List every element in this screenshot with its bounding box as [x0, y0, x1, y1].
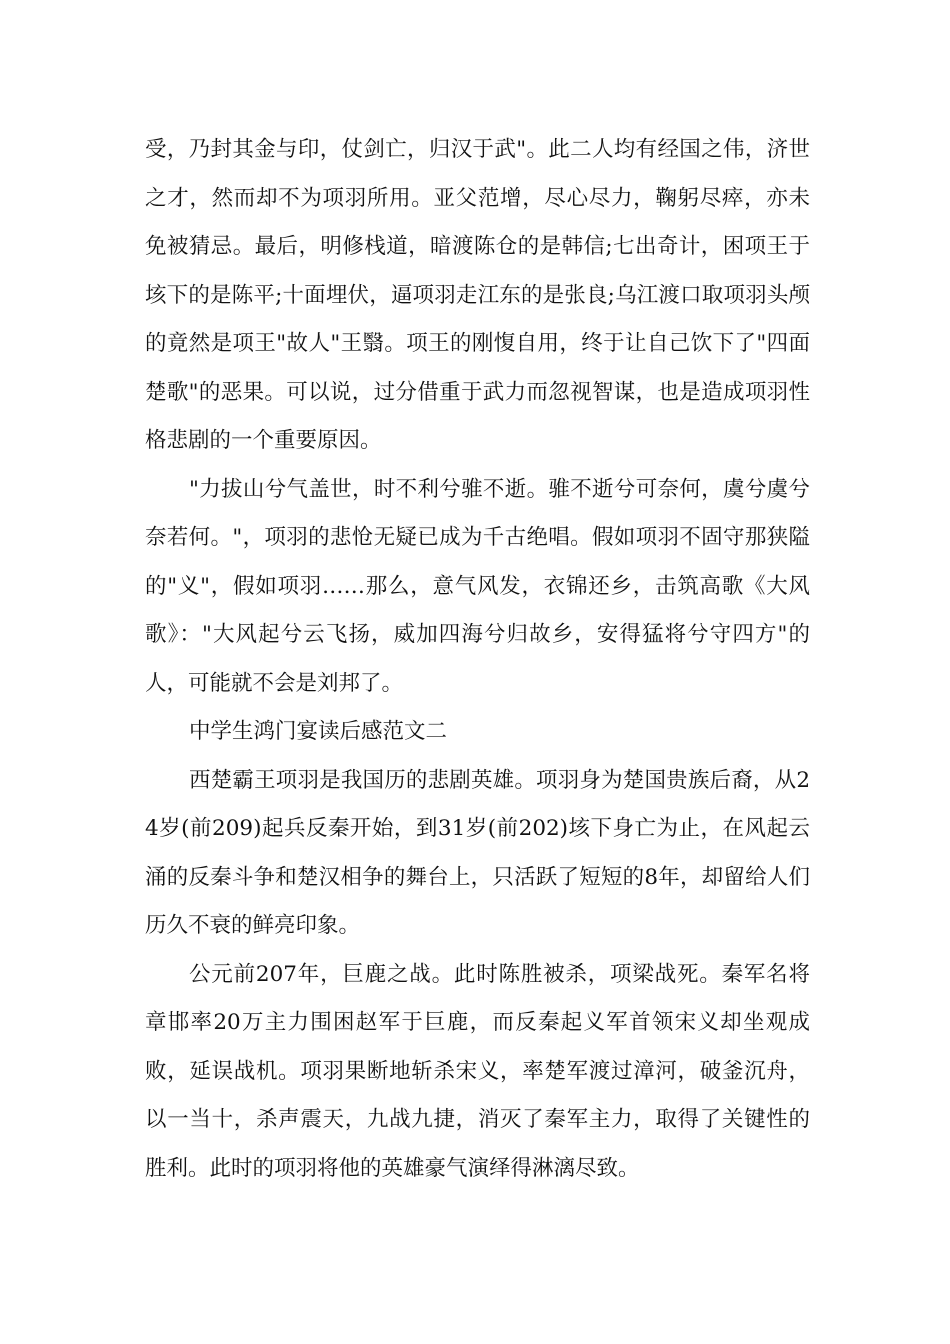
- document-body: [145, 126, 810, 1193]
- section-heading: 中学生鸿门宴读后感范文二: [189, 719, 448, 744]
- paragraph-battle: 公元前207年，巨鹿之战。此时陈胜被杀，项梁战死。秦军名将章邯率20万主力围困赵军于巨鹿，而反秦起义军首领宋义却坐观成败，延误战机。项羽果断地斩杀宋义，率楚军渡过漳河，破釜沉舟，以一当十，杀声震天，九战九捷，消灭了秦军主力，取得了关键性的胜利。此时的项羽将他的英雄豪气演绎得淋漓尽致。: [145, 961, 810, 1181]
- paragraph-continuation: 受，乃封其金与印，仗剑亡，归汉于武"。此二人均有经国之伟，济世之才，然而却不为项羽所用。亚父范增，尽心尽力，鞠躬尽瘁，亦未免被猜忌。最后，明修栈道，暗渡陈仓的是韩信;七出奇计，困项王于垓下的是陈平;十面埋伏，逼项羽走江东的是张良;乌江渡口取项羽头颅的竟然是项王"故人"王翳。项王的刚愎自用，终于让自己饮下了"四面楚歌"的恶果。可以说，过分借重于武力而忽视智谋，也是造成项羽性格悲剧的一个重要原因。: [145, 137, 810, 453]
- paragraph-intro: 西楚霸王项羽是我国历的悲剧英雄。项羽身为楚国贵族后裔，从24岁(前209)起兵反秦开始，到31岁(前202)垓下身亡为止，在风起云涌的反秦斗争和楚汉相争的舞台上，只活跃了短短的8年，却留给人们历久不衰的鲜亮印象。: [145, 767, 810, 938]
- paragraph-poem: "力拔山兮气盖世，时不利兮骓不逝。骓不逝兮可奈何，虞兮虞兮奈若何。"，项羽的悲怆无疑已成为千古绝唱。假如项羽不固守那狭隘的"义"，假如项羽……那么，意气风发，衣锦还乡，击筑高歌《大风歌》："大风起兮云飞扬，威加四海兮归故乡，安得猛将兮守四方"的人，可能就不会是刘邦了。: [145, 476, 810, 696]
